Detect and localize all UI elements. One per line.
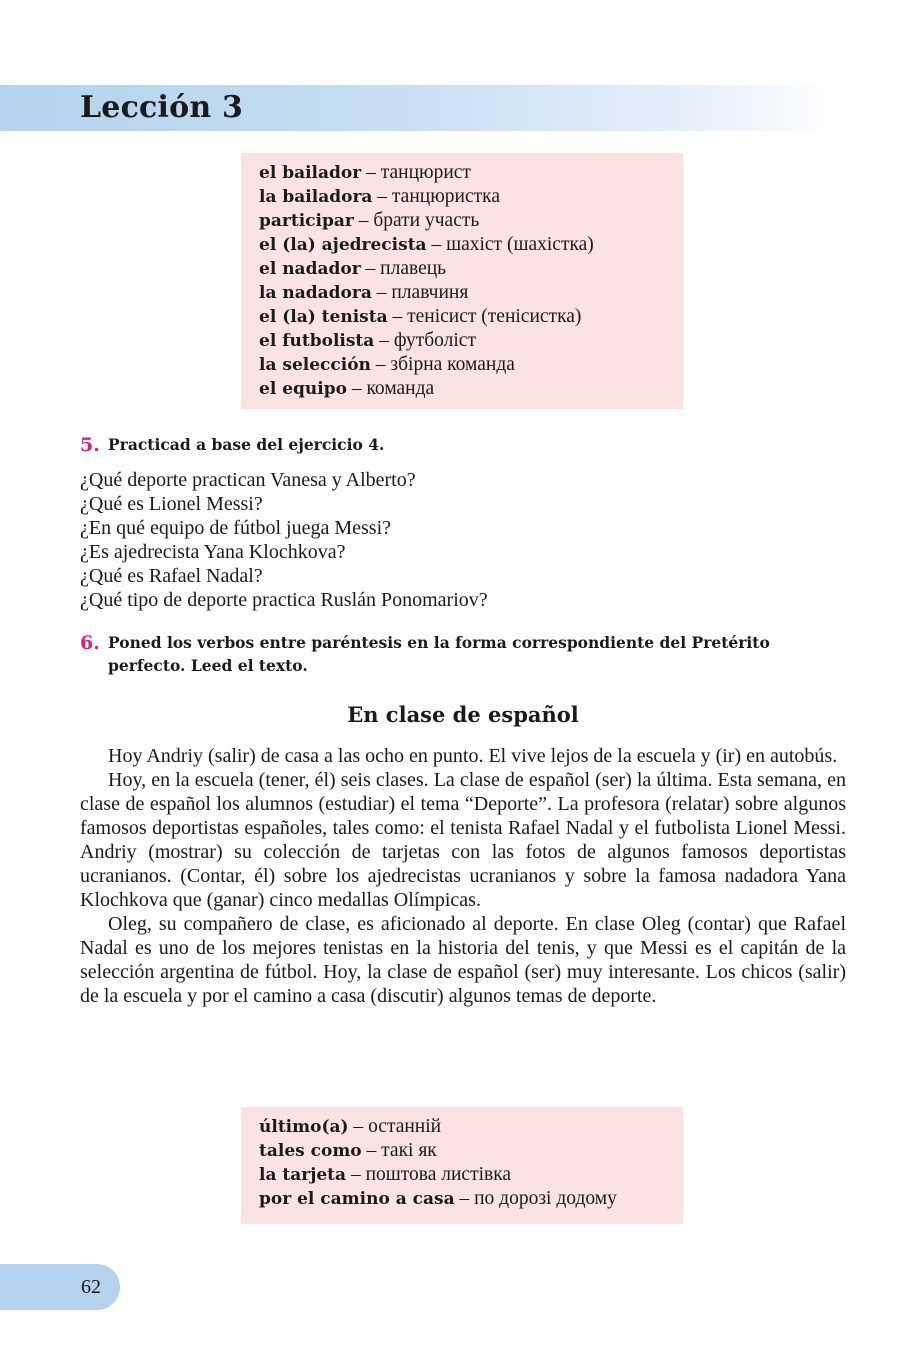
vocab-translation: – поштова листівка (346, 1164, 512, 1185)
reading-paragraph: Oleg, su compañero de clase, es aficionado al deporte. En clase Oleg (contar) que Rafael Nadal es uno de los mejores tenistas en la historia del tenis, y que Messi es el capitán de la selección argentina de fútbol. Hoy, la clase de español (ser) muy interesante. Los chicos (salir) de la escuela y por el camino a casa (discutir) algunos temas de deporte. (80, 913, 846, 1007)
vocab-term: el futbolista (259, 331, 375, 351)
vocab-translation: – плавець (360, 258, 447, 279)
vocab-term: el bailador (259, 163, 362, 183)
vocab-term: el (la) ajedrecista (259, 235, 427, 255)
vocab-entry (259, 233, 667, 257)
vocab-entry (259, 1139, 667, 1163)
vocabulary-box-sports (241, 153, 683, 409)
exercise-number: 5. (80, 434, 100, 456)
vocab-term: último(a) (259, 1117, 349, 1137)
vocab-entry (259, 257, 667, 281)
vocab-entry (259, 1115, 667, 1139)
question-item: ¿Qué es Lionel Messi? (80, 493, 263, 515)
vocab-entry (259, 209, 667, 233)
vocab-entry (259, 329, 667, 353)
vocab-translation: – збірна команда (370, 354, 515, 375)
page-number-tab (0, 1264, 120, 1310)
question-item: ¿Qué es Rafael Nadal? (80, 565, 263, 587)
exercise-5 (80, 433, 846, 456)
vocab-term: el equipo (259, 379, 347, 399)
vocab-term: el nadador (259, 259, 361, 279)
vocab-entry (259, 1187, 667, 1211)
exercise-6 (80, 631, 846, 677)
vocab-translation: – тенісист (тенісистка) (387, 306, 582, 327)
vocab-term: por el camino a casa (259, 1189, 455, 1209)
vocab-entry (259, 185, 667, 209)
vocab-term: participar (259, 211, 354, 231)
vocab-translation: – танцюрист (361, 162, 471, 183)
vocab-entry (259, 353, 667, 377)
vocab-translation: – команда (346, 378, 435, 399)
exercise-instruction: Practicad a base del ejercicio 4. (108, 435, 385, 454)
vocab-translation: – футболіст (374, 330, 476, 351)
vocab-entry (259, 377, 667, 401)
reading-paragraph: Hoy Andriy (salir) de casa a las ocho en punto. El vive lejos de la escuela y (ir) en autobús. (108, 745, 838, 767)
reading-paragraph: Hoy, en la escuela (tener, él) seis clases. La clase de español (ser) la última. Esta semana, en clase de español los alumnos (estudiar) el tema “Deporte”. La profesora (relatar) sobre algunos famosos deportistas españoles, tales como: el tenista Rafael Nadal y el futbolista Lionel Messi. Andriy (mostrar) su colección de tarjetas con las fotos de algunos famosos deportistas ucranianos. (Contar, él) sobre los ajedrecistas ucranianos y sobre la famosa nadadora Yana Klochkova que (ganar) cinco medallas Olímpicas. (80, 769, 846, 911)
reading-title: En clase de español (347, 702, 579, 727)
vocab-term: la bailadora (259, 187, 373, 207)
question-item: ¿Es ajedrecista Yana Klochkova? (80, 541, 346, 563)
vocab-translation: – останній (348, 1116, 442, 1137)
vocab-translation: – шахіст (шахістка) (426, 234, 594, 255)
vocab-term: la selección (259, 355, 371, 375)
lesson-title: Lección 3 (80, 90, 244, 125)
vocab-translation: – танцюристка (372, 186, 500, 207)
question-list (80, 468, 488, 612)
vocab-term: tales como (259, 1141, 362, 1161)
vocab-entry (259, 305, 667, 329)
reading-text (80, 744, 846, 1008)
question-item: ¿En qué equipo de fútbol juega Messi? (80, 517, 392, 539)
vocab-translation: – такі як (361, 1140, 437, 1161)
vocab-translation: – плавчиня (371, 282, 469, 303)
vocab-term: el (la) tenista (259, 307, 388, 327)
page-number: 62 (81, 1276, 101, 1298)
vocab-term: la nadadora (259, 283, 372, 303)
vocab-entry (259, 161, 667, 185)
vocab-term: la tarjeta (259, 1165, 347, 1185)
question-item: ¿Qué tipo de deporte practica Ruslán Ponomariov? (80, 589, 488, 611)
exercise-instruction: Poned los verbos entre paréntesis en la forma correspondiente del Pretérito perfecto. Leed el texto. (108, 633, 770, 675)
vocab-entry (259, 1163, 667, 1187)
vocabulary-box-reading (241, 1107, 683, 1224)
exercise-number: 6. (80, 632, 100, 654)
question-item: ¿Qué deporte practican Vanesa y Alberto? (80, 469, 416, 491)
vocab-translation: – по дорозі додому (454, 1188, 617, 1209)
vocab-entry (259, 281, 667, 305)
vocab-translation: – брати участь (353, 210, 480, 231)
